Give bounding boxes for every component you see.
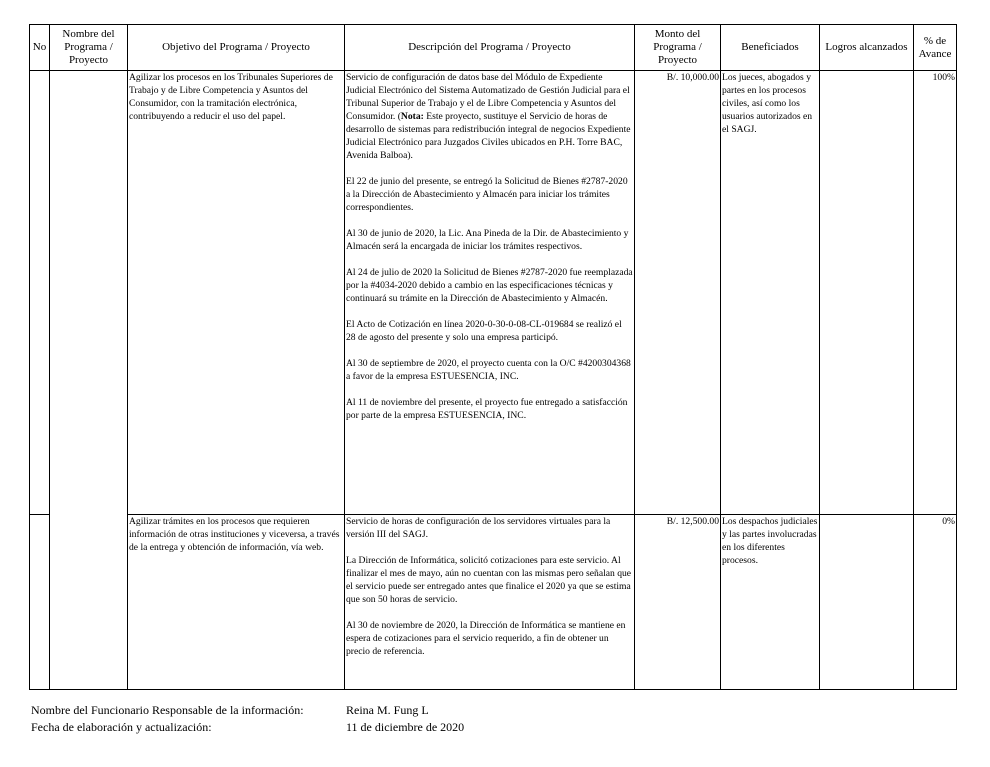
description-paragraph: Servicio de configuración de datos base del Módulo de Expediente Judicial Electrónico del Sistema Automatizado de Gestión Judicial para el Tribunal Superior de Trabajo y el de Libre Competencia y Asuntos del Consumidor. (Nota: Este proyecto, sustituye el Servicio de horas de desarrollo de sistemas para redistribución integral de negocios Expediente Judicial Electrónico para Juzgados Civiles ubicados en P.H. Torre BAC, Avenida Balboa). <box>346 72 631 161</box>
description-paragraph: Al 11 de noviembre del presente, el proyecto fue entregado a satisfacción por parte de la empresa ESTUESENCIA, INC. <box>346 397 628 421</box>
cell-objetivo: Agilizar los procesos en los Tribunales Superiores de Trabajo y de Libre Competencia y Asuntos del Consumidor, con la tramitación electrónica, contribuyendo a reducir el uso del papel. <box>128 71 345 515</box>
programs-table <box>29 24 957 690</box>
cell-monto: B/. 12,500.00 <box>635 515 721 690</box>
cell-monto: B/. 10,000.00 <box>635 71 721 515</box>
cell-avance: 0% <box>914 515 957 690</box>
cell-no <box>30 515 50 690</box>
responsable-value: Reina M. Fung L <box>346 703 429 717</box>
cell-beneficiados: Los jueces, abogados y partes en los procesos civiles, así como los usuarios autorizados en el SAGJ. <box>721 71 820 515</box>
fecha-value: 11 de diciembre de 2020 <box>346 720 465 734</box>
fecha-label: Fecha de elaboración y actualización: <box>31 720 212 734</box>
cell-logros <box>820 515 914 690</box>
header-objetivo: Objetivo del Programa / Proyecto <box>128 25 345 71</box>
description-paragraph: Servicio de horas de configuración de los servidores virtuales para la versión III del SAGJ. <box>346 516 611 540</box>
cell-objetivo: Agilizar trámites en los procesos que requieren información de otras instituciones y viceversa, a través de la entrega y obtención de información, vía web. <box>128 515 345 690</box>
cell-beneficiados: Los despachos judiciales y las partes involucradas en los diferentes procesos. <box>721 515 820 690</box>
description-paragraph: Al 30 de noviembre de 2020, la Dirección de Informática se mantiene en espera de cotizaciones para el servicio requerido, a fin de obtener un precio de referencia. <box>346 620 626 657</box>
cell-avance: 100% <box>914 71 957 515</box>
header-logros: Logros alcanzados <box>820 25 914 71</box>
cell-descripcion <box>345 515 635 690</box>
header-no: No <box>30 25 50 71</box>
cell-no <box>30 71 50 515</box>
table-header-row <box>30 25 957 71</box>
cell-descripcion <box>345 71 635 515</box>
description-paragraph: El Acto de Cotización en línea 2020-0-30-0-08-CL-019684 se realizó el 28 de agosto del presente y solo una empresa participó. <box>346 319 622 343</box>
header-avance: % de Avance <box>914 25 957 71</box>
description-paragraph: Al 30 de junio de 2020, la Lic. Ana Pineda de la Dir. de Abastecimiento y Almacén será la encargada de iniciar los trámites respectivos. <box>346 228 629 252</box>
table-row <box>30 515 957 690</box>
header-descripcion: Descripción del Programa / Proyecto <box>345 25 635 71</box>
description-paragraph: Al 30 de septiembre de 2020, el proyecto cuenta con la O/C #4200304368 a favor de la empresa ESTUESENCIA, INC. <box>346 358 631 382</box>
cell-logros <box>820 71 914 515</box>
table-row <box>30 71 957 515</box>
header-nombre: Nombre del Programa / Proyecto <box>50 25 128 71</box>
description-paragraph: El 22 de junio del presente, se entregó la Solicitud de Bienes #2787-2020 a la Dirección de Abastecimiento y Almacén para iniciar los trámites correspondientes. <box>346 176 628 213</box>
description-paragraph: La Dirección de Informática, solicitó cotizaciones para este servicio. Al finalizar el mes de mayo, aún no cuentan con las mismas pero señalan que el servicio puede ser entregado antes que finalice el 2020 ya que se estima que son 50 horas de servicio. <box>346 555 632 605</box>
responsable-label: Nombre del Funcionario Responsable de la información: <box>31 703 304 717</box>
header-beneficiados: Beneficiados <box>721 25 820 71</box>
description-paragraph: Al 24 de julio de 2020 la Solicitud de Bienes #2787-2020 fue reemplazada por la #4034-2020 debido a cambio en las especificaciones técnicas y continuará su trámite en la Dirección de Abastecimiento y Almacén. <box>346 267 633 304</box>
cell-nombre <box>50 71 128 690</box>
header-monto: Monto del Programa / Proyecto <box>635 25 721 71</box>
